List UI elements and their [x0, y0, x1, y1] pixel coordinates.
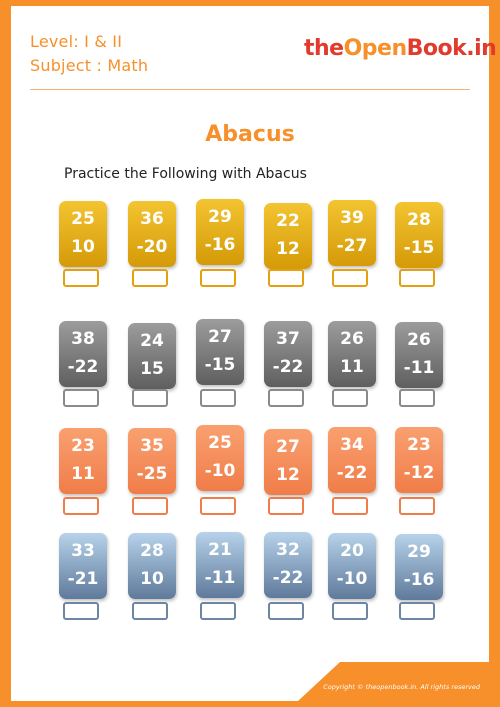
- first-number: 35: [140, 436, 164, 456]
- second-number: -27: [336, 236, 368, 256]
- first-number: 39: [340, 208, 364, 228]
- instruction-text: Practice the Following with Abacus: [64, 166, 307, 182]
- problem-tile: [264, 321, 312, 387]
- problem-tile: [264, 429, 312, 495]
- problem-tile: [328, 427, 376, 493]
- first-number: 27: [208, 327, 232, 347]
- second-number: 11: [71, 464, 95, 484]
- problem-tile: [328, 321, 376, 387]
- first-number: 25: [208, 433, 232, 453]
- problem-row: [53, 319, 447, 414]
- problem-tile: [59, 533, 107, 599]
- answer-box[interactable]: [63, 269, 99, 287]
- answer-box[interactable]: [63, 389, 99, 407]
- first-number: 24: [140, 331, 164, 351]
- problem-tile: [59, 321, 107, 387]
- brand-logo: [304, 36, 496, 61]
- answer-box[interactable]: [200, 497, 236, 515]
- second-number: -12: [403, 463, 435, 483]
- problem-tile: [196, 319, 244, 385]
- first-number: 27: [276, 437, 300, 457]
- problem-tile: [196, 532, 244, 598]
- problem-item: [190, 199, 248, 294]
- first-number: 29: [407, 542, 431, 562]
- problem-tile: [196, 199, 244, 265]
- second-number: 10: [71, 237, 95, 257]
- problem-item: [322, 199, 380, 294]
- answer-box[interactable]: [268, 389, 304, 407]
- answer-box[interactable]: [399, 602, 435, 620]
- copyright-text: Copyright © theopenbook.in. All rights reserved: [323, 683, 480, 691]
- problem-item: [258, 199, 316, 294]
- first-number: 25: [71, 209, 95, 229]
- problem-tile: [128, 533, 176, 599]
- answer-box[interactable]: [200, 602, 236, 620]
- problem-tile: [395, 322, 443, 388]
- problem-item: [389, 199, 447, 294]
- first-number: 20: [340, 541, 364, 561]
- first-number: 32: [276, 540, 300, 560]
- first-number: 21: [208, 540, 232, 560]
- second-number: -22: [272, 357, 304, 377]
- problem-tile: [264, 203, 312, 269]
- problem-row: [53, 532, 447, 627]
- problem-tile: [328, 200, 376, 266]
- answer-box[interactable]: [332, 269, 368, 287]
- second-number: -11: [204, 568, 236, 588]
- first-number: 26: [407, 330, 431, 350]
- problem-tile: [395, 202, 443, 268]
- problem-item: [53, 199, 111, 294]
- worksheet-title: Abacus: [205, 122, 295, 147]
- problem-item: [389, 532, 447, 627]
- second-number: 11: [340, 357, 364, 377]
- subject-label: Subject : Math: [30, 56, 149, 75]
- problem-item: [53, 532, 111, 627]
- second-number: 10: [140, 569, 164, 589]
- answer-box[interactable]: [332, 602, 368, 620]
- second-number: 12: [276, 239, 300, 259]
- first-number: 29: [208, 207, 232, 227]
- answer-box[interactable]: [399, 269, 435, 287]
- answer-box[interactable]: [268, 497, 304, 515]
- problem-item: [122, 319, 180, 414]
- problem-tile: [264, 532, 312, 598]
- problem-tile: [328, 533, 376, 599]
- problem-tile: [196, 425, 244, 491]
- answer-box[interactable]: [200, 389, 236, 407]
- problem-item: [122, 532, 180, 627]
- first-number: 38: [71, 329, 95, 349]
- problem-item: [190, 319, 248, 414]
- problem-tile: [128, 323, 176, 389]
- first-number: 37: [276, 329, 300, 349]
- answer-box[interactable]: [132, 269, 168, 287]
- answer-box[interactable]: [268, 269, 304, 287]
- second-number: -10: [336, 569, 368, 589]
- problem-item: [53, 427, 111, 522]
- header-divider: [30, 89, 470, 90]
- answer-box[interactable]: [399, 389, 435, 407]
- problem-grid: [53, 199, 447, 624]
- brand-logo-book: Book.in: [406, 36, 497, 61]
- problem-item: [258, 427, 316, 522]
- answer-box[interactable]: [332, 497, 368, 515]
- problem-item: [322, 319, 380, 414]
- problem-row: [53, 199, 447, 294]
- first-number: 22: [276, 211, 300, 231]
- problem-item: [122, 427, 180, 522]
- level-label: Level: I & II: [30, 32, 123, 51]
- problem-item: [389, 319, 447, 414]
- first-number: 23: [71, 436, 95, 456]
- second-number: -10: [204, 461, 236, 481]
- answer-box[interactable]: [132, 602, 168, 620]
- problem-tile: [128, 428, 176, 494]
- answer-box[interactable]: [399, 497, 435, 515]
- problem-item: [122, 199, 180, 294]
- first-number: 33: [71, 541, 95, 561]
- problem-item: [322, 427, 380, 522]
- second-number: -20: [136, 237, 168, 257]
- answer-box[interactable]: [63, 602, 99, 620]
- first-number: 34: [340, 435, 364, 455]
- second-number: -15: [403, 238, 435, 258]
- problem-tile: [395, 534, 443, 600]
- problem-item: [190, 532, 248, 627]
- problem-tile: [59, 428, 107, 494]
- problem-item: [53, 319, 111, 414]
- second-number: 15: [140, 359, 164, 379]
- problem-item: [322, 532, 380, 627]
- second-number: 12: [276, 465, 300, 485]
- second-number: -16: [403, 570, 435, 590]
- second-number: -22: [336, 463, 368, 483]
- problem-row: [53, 427, 447, 522]
- answer-box[interactable]: [268, 602, 304, 620]
- problem-tile: [128, 201, 176, 267]
- answer-box[interactable]: [132, 389, 168, 407]
- first-number: 28: [140, 541, 164, 561]
- answer-box[interactable]: [332, 389, 368, 407]
- problem-item: [389, 427, 447, 522]
- second-number: -22: [67, 357, 99, 377]
- first-number: 28: [407, 210, 431, 230]
- footer-band: [0, 662, 500, 707]
- second-number: -25: [136, 464, 168, 484]
- problem-item: [190, 427, 248, 522]
- second-number: -22: [272, 568, 304, 588]
- brand-logo-the: the: [304, 36, 344, 61]
- second-number: -11: [403, 358, 435, 378]
- second-number: -15: [204, 355, 236, 375]
- answer-box[interactable]: [200, 269, 236, 287]
- problem-item: [258, 319, 316, 414]
- answer-box[interactable]: [63, 497, 99, 515]
- problem-item: [258, 532, 316, 627]
- first-number: 23: [407, 435, 431, 455]
- problem-tile: [395, 427, 443, 493]
- answer-box[interactable]: [132, 497, 168, 515]
- brand-logo-open: Open: [343, 36, 407, 61]
- second-number: -16: [204, 235, 236, 255]
- first-number: 26: [340, 329, 364, 349]
- problem-tile: [59, 201, 107, 267]
- second-number: -21: [67, 569, 99, 589]
- first-number: 36: [140, 209, 164, 229]
